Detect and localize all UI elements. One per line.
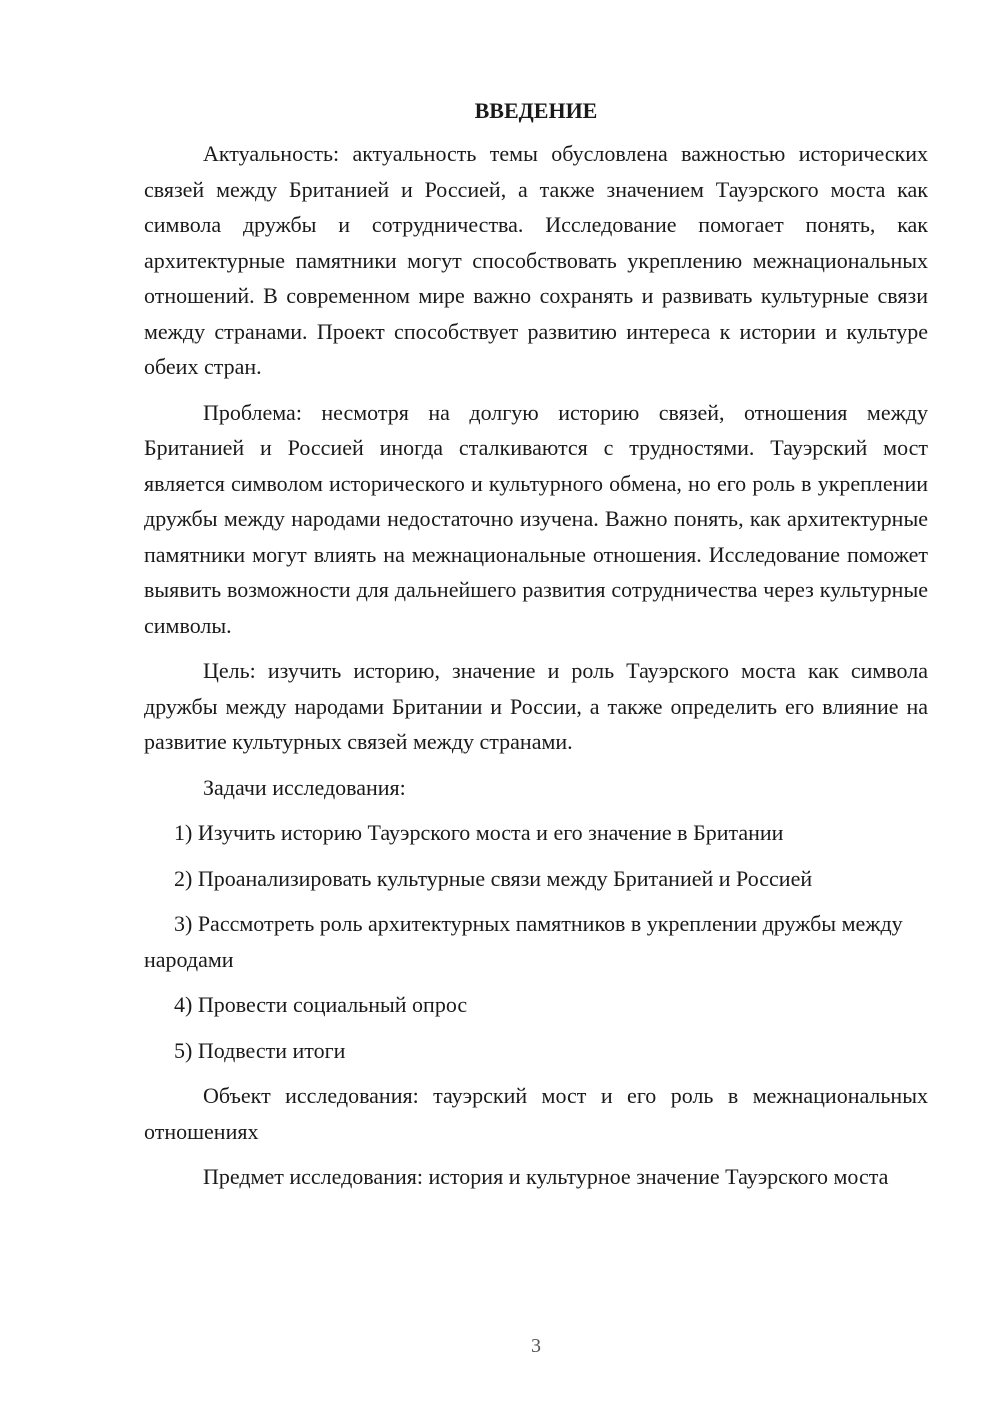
task-item-3: 3) Рассмотреть роль архитектурных памятников в укреплении дружбы между народами [144,911,903,972]
document-page [144,96,928,1205]
paragraph-research-object: Объект исследования: тауэрский мост и его роль в межнациональных отношениях [144,1083,928,1144]
paragraph-goal: Цель: изучить историю, значение и роль Тауэрского моста как символа дружбы между народами Британии и России, а также определить его влияние на развитие культурных связей между странами. [144,658,928,754]
task-item-5: 5) Подвести итоги [174,1037,346,1063]
section-title: ВВЕДЕНИЕ [474,98,598,123]
tasks-heading: Задачи исследования: [203,774,406,800]
task-item-1: 1) Изучить историю Тауэрского моста и его значение в Британии [174,820,784,845]
paragraph-problem: Проблема: несмотря на долгую историю связей, отношения между Британией и Россией иногда сталкиваются с трудностями. Тауэрский мост является символом исторического и культурного обмена, но его роль в укреплении дружбы между народами недостаточно изучена. Важно понять, как архитектурные памятники могут влиять на межнациональные отношения. Исследование поможет выявить возможности для дальнейшего развития сотрудничества через культурные символы. [144,399,928,638]
page-number: 3 [531,1335,541,1357]
task-item-2: 2) Проанализировать культурные связи между Британией и Россией [174,865,813,891]
task-item-4: 4) Провести социальный опрос [174,992,468,1017]
paragraph-relevance: Актуальность: актуальность темы обусловлена важностью исторических связей между Британией и Россией, а также значением Тауэрского моста как символа дружбы и сотрудничества. Исследование помогает понять, как архитектурные памятники могут способствовать укреплению межнациональных отношений. В современном мире важно сохранять и развивать культурные связи между странами. Проект способствует развитию интереса к истории и культуре обеих стран. [144,141,928,379]
paragraph-research-subject: Предмет исследования: история и культурное значение Тауэрского моста [203,1164,889,1189]
